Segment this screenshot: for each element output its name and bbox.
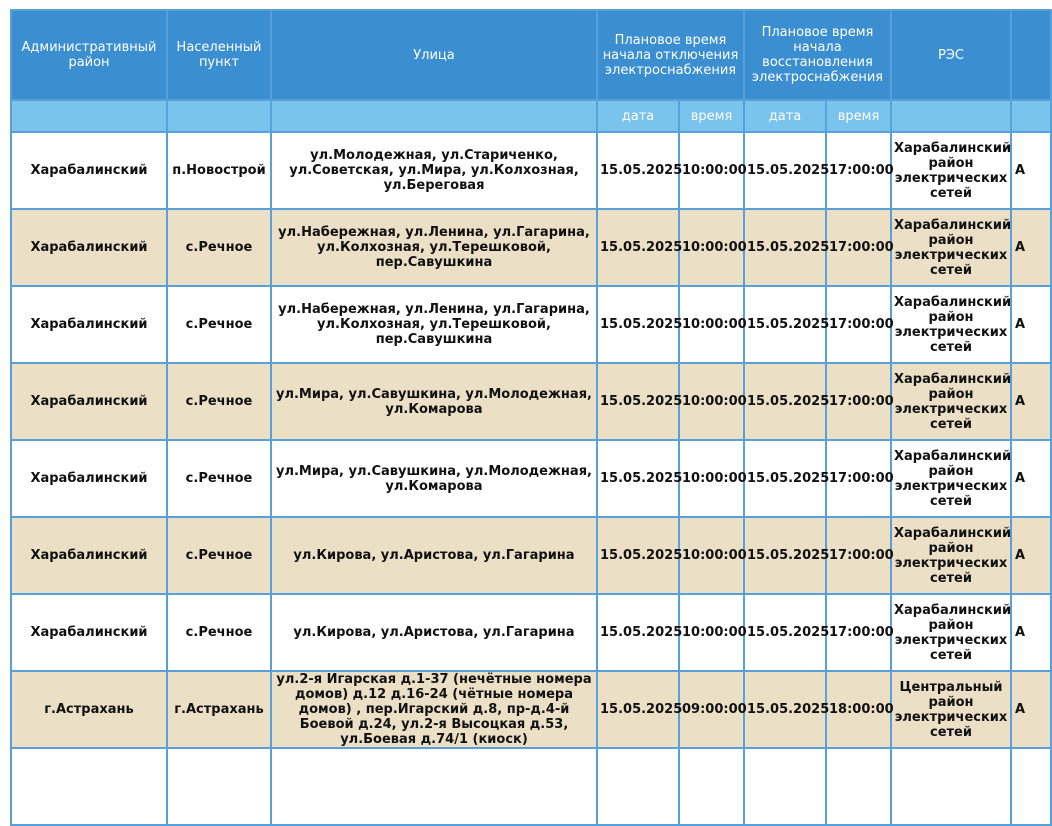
cell-settlement: п.Новострой — [167, 132, 271, 209]
cell-settlement: с.Речное — [167, 517, 271, 594]
cell-on-time: 17:00:00 — [826, 594, 891, 671]
cell-street: ул.Кирова, ул.Аристова, ул.Гагарина — [271, 517, 597, 594]
cell-on-date: 15.05.2025 — [744, 440, 826, 517]
cell-off-time: 10:00:00 — [679, 132, 744, 209]
cell-next: А — [1011, 132, 1051, 209]
cell-street: ул.Набережная, ул.Ленина, ул.Гагарина, ул.Колхозная, ул.Терешковой, пер.Савушкина — [271, 286, 597, 363]
cell-district: г.Астрахань — [11, 671, 167, 748]
cell-off-time: 09:00:00 — [679, 671, 744, 748]
table-row — [11, 594, 1051, 671]
table-row — [11, 132, 1051, 209]
cell-next: А — [1011, 286, 1051, 363]
cell-on-time: 17:00:00 — [826, 363, 891, 440]
cell-on-date: 15.05.2025 — [744, 286, 826, 363]
cell-off-time: 10:00:00 — [679, 209, 744, 286]
cell-off-date: 15.05.2025 — [597, 440, 679, 517]
cell-on-time: 17:00:00 — [826, 440, 891, 517]
cell-on-date — [744, 748, 826, 825]
table-row — [11, 517, 1051, 594]
cell-off-time: 10:00:00 — [679, 286, 744, 363]
cell-off-date: 15.05.2025 — [597, 132, 679, 209]
cell-off-date: 15.05.2025 — [597, 363, 679, 440]
cell-next — [1011, 748, 1051, 825]
cell-district: Харабалинский — [11, 286, 167, 363]
cell-district — [11, 748, 167, 825]
cell-res: Харабалинский район электрических сетей — [891, 517, 1011, 594]
cell-next: А — [1011, 440, 1051, 517]
cell-off-date: 15.05.2025 — [597, 671, 679, 748]
cell-off-date — [597, 748, 679, 825]
cell-off-date: 15.05.2025 — [597, 517, 679, 594]
subheader-empty — [1011, 100, 1051, 132]
cell-on-time: 17:00:00 — [826, 517, 891, 594]
cell-settlement: с.Речное — [167, 594, 271, 671]
cell-next: А — [1011, 671, 1051, 748]
cell-off-time: 10:00:00 — [679, 440, 744, 517]
cell-on-date: 15.05.2025 — [744, 671, 826, 748]
table-row — [11, 440, 1051, 517]
cell-settlement: с.Речное — [167, 286, 271, 363]
cell-district: Харабалинский — [11, 363, 167, 440]
cell-off-date: 15.05.2025 — [597, 594, 679, 671]
cell-on-date: 15.05.2025 — [744, 594, 826, 671]
cell-on-time: 17:00:00 — [826, 286, 891, 363]
cell-street: ул.Набережная, ул.Ленина, ул.Гагарина, ул.Колхозная, ул.Терешковой, пер.Савушкина — [271, 209, 597, 286]
cell-res: Харабалинский район электрических сетей — [891, 363, 1011, 440]
outage-table — [10, 9, 1052, 826]
cell-next: А — [1011, 209, 1051, 286]
cell-on-time: 18:00:00 — [826, 671, 891, 748]
cell-res: Харабалинский район электрических сетей — [891, 440, 1011, 517]
cell-street: ул.Кирова, ул.Аристова, ул.Гагарина — [271, 594, 597, 671]
header-next — [1011, 10, 1051, 100]
subheader-empty — [11, 100, 167, 132]
cell-settlement: с.Речное — [167, 209, 271, 286]
table-row — [11, 209, 1051, 286]
cell-district: Харабалинский — [11, 517, 167, 594]
cell-district: Харабалинский — [11, 594, 167, 671]
cell-on-date: 15.05.2025 — [744, 209, 826, 286]
subheader-empty — [271, 100, 597, 132]
cell-settlement — [167, 748, 271, 825]
cell-off-time: 10:00:00 — [679, 517, 744, 594]
subheader-off-time: время — [679, 100, 744, 132]
cell-next: А — [1011, 594, 1051, 671]
cell-next: А — [1011, 363, 1051, 440]
table-row — [11, 748, 1051, 825]
subheader-off-date: дата — [597, 100, 679, 132]
cell-street: ул.2-я Игарская д.1-37 (нечётные номера домов) д.12 д.16-24 (чётные номера домов) , пер.Игарский д.8, пр-д.4-й Боевой д.24, ул.2-я Высоцкая д.53, ул.Боевая д.74/1 (киоск) — [271, 671, 597, 748]
cell-off-time: 10:00:00 — [679, 363, 744, 440]
table-row — [11, 363, 1051, 440]
header-settlement: Населенный пункт — [167, 10, 271, 100]
cell-street: ул.Молодежная, ул.Стариченко, ул.Советская, ул.Мира, ул.Колхозная, ул.Береговая — [271, 132, 597, 209]
cell-res: Харабалинский район электрических сетей — [891, 209, 1011, 286]
cell-on-date: 15.05.2025 — [744, 132, 826, 209]
cell-district: Харабалинский — [11, 440, 167, 517]
table-body — [11, 132, 1051, 825]
cell-on-time: 17:00:00 — [826, 132, 891, 209]
header-off-time: Плановое время начала отключения электроснабжения — [597, 10, 744, 100]
subheader-on-time: время — [826, 100, 891, 132]
cell-district: Харабалинский — [11, 132, 167, 209]
header-restore-time: Плановое время начала восстановления электроснабжения — [744, 10, 891, 100]
cell-on-time — [826, 748, 891, 825]
cell-res: Харабалинский район электрических сетей — [891, 132, 1011, 209]
cell-settlement: с.Речное — [167, 363, 271, 440]
header-street: Улица — [271, 10, 597, 100]
cell-street — [271, 748, 597, 825]
header-res: РЭС — [891, 10, 1011, 100]
subheader-empty — [167, 100, 271, 132]
table-header — [11, 10, 1051, 132]
cell-res — [891, 748, 1011, 825]
cell-district: Харабалинский — [11, 209, 167, 286]
table-row — [11, 671, 1051, 748]
cell-res: Харабалинский район электрических сетей — [891, 286, 1011, 363]
subheader-on-date: дата — [744, 100, 826, 132]
subheader-empty — [891, 100, 1011, 132]
cell-street: ул.Мира, ул.Савушкина, ул.Молодежная, ул.Комарова — [271, 440, 597, 517]
cell-street: ул.Мира, ул.Савушкина, ул.Молодежная, ул.Комарова — [271, 363, 597, 440]
header-district: Административный район — [11, 10, 167, 100]
outage-table-container — [10, 9, 1052, 826]
cell-next: А — [1011, 517, 1051, 594]
cell-on-date: 15.05.2025 — [744, 517, 826, 594]
cell-res: Центральный район электрических сетей — [891, 671, 1011, 748]
cell-on-time: 17:00:00 — [826, 209, 891, 286]
cell-res: Харабалинский район электрических сетей — [891, 594, 1011, 671]
cell-off-date: 15.05.2025 — [597, 209, 679, 286]
cell-off-date: 15.05.2025 — [597, 286, 679, 363]
cell-settlement: г.Астрахань — [167, 671, 271, 748]
cell-on-date: 15.05.2025 — [744, 363, 826, 440]
table-row — [11, 286, 1051, 363]
cell-off-time — [679, 748, 744, 825]
cell-off-time: 10:00:00 — [679, 594, 744, 671]
cell-settlement: с.Речное — [167, 440, 271, 517]
